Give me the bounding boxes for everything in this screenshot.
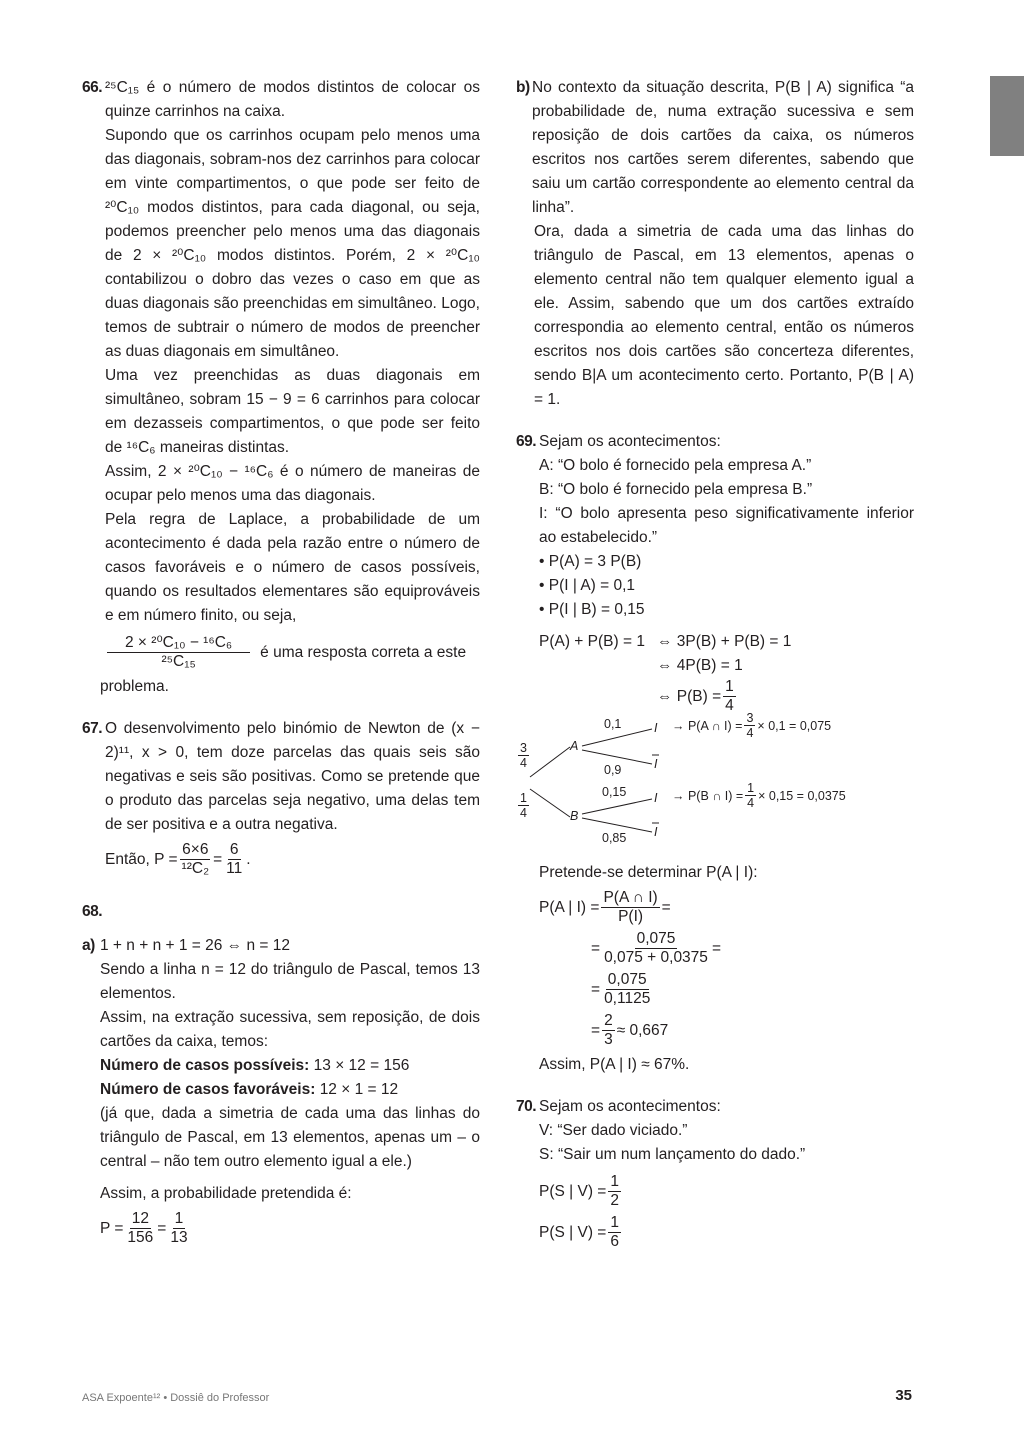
q69-c2-num: 0,075 (636, 930, 676, 947)
q68a-possible-val: 13 × 12 = 156 (313, 1057, 410, 1074)
q69-c1-eq: = (661, 898, 671, 916)
q69-calc-4 (539, 1012, 914, 1049)
q69-c4-frac (602, 1012, 615, 1049)
tree-r2-num: 1 (747, 781, 755, 795)
tree-i-2: I (654, 791, 658, 805)
q66-fraction (107, 634, 250, 671)
q70-header (516, 1095, 914, 1119)
q67-f2-den: 11 (226, 860, 243, 877)
tree-result-1 (672, 711, 831, 740)
q70-probs (516, 1173, 914, 1251)
q69-calc-1 (539, 889, 914, 926)
tree-r2-den: 4 (747, 796, 755, 810)
q70-p2 (539, 1214, 914, 1251)
q69-bullet-1: • P(A) = 3 P(B) (539, 553, 642, 570)
q66-line-5: Pela regra de Laplace, a probabilidade de um acontecimento é dada pela razão entre o número de casos favoráveis e o número de casos possíveis, quando os resultados elementares são equiprováveis e em número finito, ou seja, (105, 511, 480, 624)
q69-c4-eq: = (591, 1021, 601, 1039)
tree-r1-num: 3 (746, 711, 754, 725)
q68a-possible (82, 1054, 480, 1078)
q66-line-1: ²⁵C₁₅ é o número de modos distintos de colocar os quinze carrinhos na caixa. (105, 79, 480, 120)
q68a-frac-2 (168, 1210, 189, 1247)
q70-p2-frac (608, 1214, 621, 1251)
probability-tree (516, 711, 914, 849)
q68a-label: a) (82, 937, 95, 954)
q69-s3-right: ⇔ P(B) = (657, 687, 722, 705)
tree-result-2-frac (745, 781, 756, 810)
tree-b2: 0,85 (602, 831, 627, 845)
q68a-fav-val: 12 × 1 = 12 (319, 1081, 399, 1098)
q67-block (82, 717, 480, 837)
q68a-header (82, 934, 480, 958)
q70-p1-den: 2 (610, 1192, 619, 1209)
q66-number: 66. (82, 79, 103, 96)
q70-p2-left: P(S | V) = (539, 1223, 607, 1241)
q66-line-4: Assim, 2 × ²⁰C₁₀ − ¹⁶C₆ é o número de maneiras de ocupar pelo menos uma das diagonais. (105, 463, 480, 504)
q69-event-a: A: “O bolo é fornecido pela empresa A.” (539, 457, 812, 474)
q70-intro: Sejam os acontecimentos: (539, 1098, 721, 1115)
q68a-pf1-den: 156 (127, 1229, 154, 1246)
q68a-pf2-num: 1 (174, 1210, 184, 1227)
right-column (516, 76, 914, 1255)
q69-c2-eq-2: = (711, 939, 721, 957)
tree-node-b: B (570, 809, 579, 823)
q68b-block (516, 76, 914, 220)
tree-node-a: A (570, 739, 579, 753)
q68a-favorable (82, 1078, 480, 1102)
q70-event-s: S: “Sair um num lançamento do dado.” (539, 1146, 806, 1163)
tree-ibar-1: I (654, 757, 658, 771)
q67-eq: = (213, 850, 223, 868)
q68a-peq: = (157, 1219, 167, 1237)
q69-c1-frac (601, 889, 659, 926)
q69-header (516, 430, 914, 454)
q69-c4-num: 2 (604, 1012, 613, 1029)
tree-pB (518, 791, 529, 820)
q66-line-2: Supondo que os carrinhos ocupam pelo menos uma das diagonais, sobram-nos dez carrinhos para colocar em vinte compartimentos, o que pode ser feito de ²⁰C₁₀ modos distintos, para cada diagonal, ou seja, podemos preencher pelo menos uma das diagonais de 2 × ²⁰C₁₀ modos distintos. Porém, 2 × ²⁰C₁₀ contabilizou o dobro das vezes o caso em que as duas diagonais são preenchidas em simultâneo. Logo, temos de subtrair o número de modos de preencher as duas diagonais em simultâneo. (105, 127, 480, 360)
tree-a2: 0,9 (604, 763, 622, 777)
q67-f1-num: 6×6 (182, 841, 209, 858)
q67-dot: . (246, 850, 251, 868)
q68a-pf1-num: 12 (131, 1210, 149, 1227)
q68a-frac-1 (125, 1210, 155, 1247)
q68a-note: (já que, dada a simetria de cada uma das linhas do triângulo de Pascal, em 13 elementos, apenas um – o central – não tem outro elemento igual a ele.) (100, 1105, 480, 1170)
q69-calc-3 (539, 971, 914, 1008)
q70-number: 70. (516, 1098, 537, 1115)
q70-p2-den: 6 (610, 1233, 619, 1250)
q69-s1-right: ⇔ 3P(B) + P(B) = 1 (657, 633, 792, 650)
q69-want: Pretende-se determinar P(A | I): (539, 864, 758, 881)
tree-pB-den: 4 (520, 806, 527, 820)
tree-ibar-2: I (654, 825, 658, 839)
q67-frac-2 (224, 841, 244, 878)
q70-p1 (539, 1173, 914, 1210)
q70-p1-frac (608, 1173, 621, 1210)
q67-text: O desenvolvimento pelo binómio de Newton de (x − 2)¹¹, x > 0, tem doze parcelas das quais seis são negativas e seis são positivas. Como se pretende que o produto das parcelas seja negativo, uma delas tem de ser positiva e a outra negativa. (105, 720, 480, 833)
q69-s3-den: 4 (725, 697, 734, 714)
q69-event-i: I: “O bolo apresenta peso significativamente inferior ao estabelecido.” (539, 505, 914, 546)
tree-result-1-tail: × 0,1 = 0,075 (757, 718, 832, 733)
q68a-line-1: Sendo a linha n = 12 do triângulo de Pascal, temos 13 elementos. (100, 961, 480, 1002)
q67-equation (82, 841, 480, 878)
q70-event-v: V: “Ser dado viciado.” (539, 1122, 688, 1139)
q70-p1-left: P(S | V) = (539, 1182, 607, 1200)
q69-s3-frac (723, 678, 736, 715)
page-number: 35 (895, 1387, 912, 1404)
tree-result-1-label: → P(A ∩ I) = (672, 718, 743, 733)
q67-then: Então, P = (105, 850, 178, 868)
q68b-label: b) (516, 79, 530, 96)
tree-result-2 (672, 781, 846, 810)
q68a-prob (82, 1210, 480, 1247)
q69-c3-den: 0,1125 (604, 990, 651, 1007)
q68a-p: P = (100, 1219, 124, 1237)
q67-f1-den: ¹²C₂ (181, 860, 210, 877)
q69-c1-num: P(A ∩ I) (603, 889, 658, 906)
q66-frac-denominator: ²⁵C₁₅ (161, 653, 196, 670)
q67-frac-1 (180, 841, 212, 878)
tree-pB-num: 1 (520, 791, 527, 805)
q70-p1-num: 1 (610, 1173, 619, 1190)
q69-calc (516, 889, 914, 1049)
q70-p2-num: 1 (610, 1214, 619, 1231)
section-tab (990, 76, 1024, 156)
tree-pA-num: 3 (520, 741, 527, 755)
q66-fraction-row (82, 634, 480, 671)
q66-frac-tail: é uma resposta correta a este (260, 643, 467, 661)
q66-frac-numerator: 2 × ²⁰C₁₀ − ¹⁶C₆ (107, 634, 250, 653)
q69-c4-den: 3 (604, 1031, 613, 1048)
q69-system (516, 630, 914, 715)
q69-c1-den: P(I) (618, 908, 644, 925)
q69-number: 69. (516, 433, 537, 450)
q69-c3-eq: = (591, 980, 601, 998)
tree-result-2-tail: × 0,15 = 0,0375 (758, 788, 846, 803)
q69-event-b: B: “O bolo é fornecido pela empresa B.” (539, 481, 813, 498)
q66-line-3: Uma vez preenchidas as duas diagonais em simultâneo, sobram 15 − 9 = 6 carrinhos para colocar em dezasseis compartimentos, o que pode ser feito de ¹⁶C₆ maneiras distintas. (105, 367, 480, 456)
q69-c3-frac (602, 971, 652, 1008)
q69-c4-approx: ≈ 0,667 (616, 1021, 669, 1039)
tree-result-1-frac (744, 711, 755, 740)
q69-c2-eq: = (591, 939, 601, 957)
q67-f2-num: 6 (229, 841, 239, 858)
q68a-fav-label: Número de casos favoráveis: (100, 1081, 316, 1098)
tree-a1: 0,1 (604, 717, 622, 731)
tree-result-2-label: → P(B ∩ I) = (672, 788, 744, 803)
q69-c3-num: 0,075 (607, 971, 647, 988)
q69-bullet-2: • P(I | A) = 0,1 (539, 577, 636, 594)
q69-s2-right: ⇔ 4P(B) = 1 (657, 657, 743, 674)
q69-c2-den: 0,075 + 0,0375 (604, 949, 708, 966)
q69-c2-frac (602, 930, 710, 967)
tree-r1-den: 4 (746, 726, 754, 740)
footer-brand: ASA Expoente¹² • Dossiê do Professor (82, 1392, 270, 1404)
tree-b1: 0,15 (602, 785, 627, 799)
q68b-text-2: Ora, dada a simetria de cada uma das linhas do triângulo de Pascal, em 13 elementos, apenas o elemento central não tem qualquer elemento igual a ele. Assim, sabendo que um dos cartões extraído correspondia ao elemento central, então os números escritos nos dois cartões são concerteza diferentes, sendo B|A um acontecimento certo. Portanto, P(B | A) = 1. (534, 223, 914, 408)
q69-s3-num: 1 (725, 678, 734, 695)
q69-s1-left: P(A) + P(B) = 1 (539, 633, 645, 650)
q68b-text: No contexto da situação descrita, P(B | A) significa “a probabilidade de, numa extração sucessiva e sem reposição de dois cartões da caixa, os números escritos nos cartões serem diferentes, sabendo que saiu um cartão correspondente ao elemento central da linha”. (532, 79, 914, 216)
q68a-eq: 1 + n + n + 1 = 26 ⇔ n = 12 (100, 937, 291, 954)
q68-number: 68. (82, 903, 103, 920)
q66-header (82, 76, 480, 124)
q67-number: 67. (82, 720, 103, 737)
q69-bullet-3: • P(I | B) = 0,15 (539, 601, 645, 618)
left-column (82, 76, 480, 1251)
q68a-pf2-den: 13 (170, 1229, 188, 1246)
q69-final: Assim, P(A | I) ≈ 67%. (539, 1056, 690, 1073)
tree-pA (518, 741, 529, 770)
tree-pA-den: 4 (520, 756, 527, 770)
q68a-possible-label: Número de casos possíveis: (100, 1057, 310, 1074)
q66-end: problema. (100, 678, 169, 695)
q68a-line-2: Assim, na extração sucessiva, sem reposição, de dois cartões da caixa, temos: (100, 1009, 480, 1050)
q68a-conclude: Assim, a probabilidade pretendida é: (100, 1185, 352, 1202)
q69-c1-left: P(A | I) = (539, 898, 600, 916)
tree-i-1: I (654, 721, 658, 735)
q69-intro: Sejam os acontecimentos: (539, 433, 721, 450)
q69-calc-2 (539, 930, 914, 967)
